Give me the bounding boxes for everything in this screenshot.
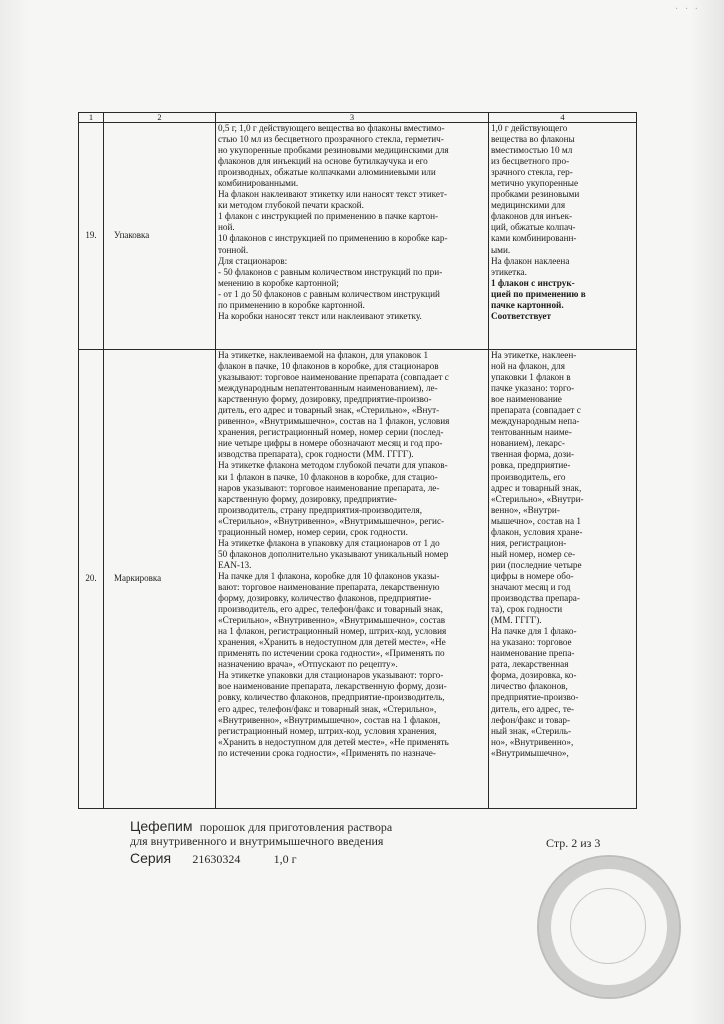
- result-paragraph: На флакон наклеена этикетка.: [491, 255, 570, 277]
- requirement-paragraph: 0,5 г, 1,0 г действующего вещества во флаконы вместимо- стью 10 мл из бесцветного прозрачного стекла, герметич- но укупоренные пробками резиновыми медицинскими для флаконов для инъекций на основе бутилкаучука и его производных, обжатые колпачками алюминиевыми или комбинированными.: [218, 123, 449, 189]
- row-requirement-cell: [216, 350, 489, 809]
- result-paragraph: 1 флакон с инструк- цией по применению в пачке картонной.: [491, 277, 586, 310]
- footer-series-number: 21630324: [192, 852, 241, 866]
- footer-product-name: Цефепим: [130, 818, 193, 834]
- corner-mark: · · ·: [675, 4, 700, 15]
- header-cell: 3: [216, 113, 489, 123]
- requirement-paragraph: На флакон наклеивают этикетку или наносят текст этикет- ки методом глубокой печати краской.: [218, 189, 448, 211]
- header-cell: 2: [104, 113, 216, 123]
- footer-dose: 1,0 г: [273, 852, 297, 866]
- row-parameter-name: Упаковка: [104, 123, 216, 350]
- requirement-paragraph: На коробки наносят текст или наклеивают этикетку.: [218, 310, 422, 321]
- requirement-paragraph: - 50 флаконов с равным количеством инструкций по при- менению в коробке картонной;: [218, 266, 443, 288]
- requirement-paragraph: - от 1 до 50 флаконов с равным количеством инструкций по применению в коробке картонной.: [218, 288, 440, 310]
- requirement-paragraph: На этикетке флакона методом глубокой печати для упаков- ки 1 флакон в пачке, 10 флаконов в коробке, для стацио- наров указывают: торговое наименование препарата, ле- карственную форму, дозировку, предприятие- производитель, страну предприятия-производителя, «Стерильно», «Внутривенно», «Внутримышечно», регис- трационный номер, номер серии, срок годности.: [218, 460, 448, 537]
- row-parameter-name: Маркировка: [104, 350, 216, 809]
- round-seal-inner-ring: [570, 888, 646, 964]
- row-result-cell: [489, 123, 637, 350]
- footer-form-line2: для внутривенного и внутримышечного введения: [130, 834, 384, 848]
- requirement-paragraph: На пачке для 1 флакона, коробке для 10 флаконов указы- вают: торговое наименование препарата, лекарственную форму, дозировку, количество флаконов, предприятие- производитель, его адрес, телефон/факс и товарный знак, «Стерильно», «Внутривенно», «Внутримышечно», состав на 1 флакон, регистрационный номер, штрих-код, условия хранения, «Хранить в недоступном для детей месте», «Не применять по истечении срока годности», «Применять по назначению врача», «Отпускают по рецепту».: [218, 570, 447, 670]
- footer-form-line1: порошок для приготовления раствора: [199, 820, 393, 834]
- table-row: [79, 350, 637, 809]
- requirement-paragraph: 10 флаконов с инструкцией по применению в коробке кар- тонной.: [218, 233, 448, 255]
- result-paragraph: 1,0 г действующего вещества во флаконы вместимостью 10 мл из бесцветного про- зрачного стекла, гер- метично укупоренные пробками резиновыми медицинскими для флаконов для инъек- ций, обжатые колпач- ками комбинированн- ыми.: [491, 123, 580, 255]
- requirement-paragraph: На этикетке, наклеиваемой на флакон, для упаковок 1 флакон в пачке, 10 флаконов в коробке, для стационаров указывают: торговое наименование препарата (совпадает с международным непатентованным наименованием), ле- карственную форму, дозировку, предприятие-произво- дитель, его адрес и товарный знак, «Стерильно», «Внут- ривенно», «Внутримышечно», состав на 1 флакон, условия хранения, регистрационный номер, номер серии (послед- ние четыре цифры в номере обозначают месяц и год про- изводства препарата), срок годности (ММ. ГГГГ).: [218, 350, 450, 460]
- footer-series-line: [130, 850, 297, 867]
- result-paragraph: На пачке для 1 флако- на указано: торговое наименование препа- рата, лекарственная форма, дозировка, ко- личество флаконов, предприятие-произво- дитель, его адрес, те- лефон/факс и товар- ный знак, «Стериль- но», «Внутривенно», «Внутримышечно»,: [491, 626, 579, 758]
- row-result-cell: [489, 350, 637, 809]
- footer-page-number: Стр. 2 из 3: [546, 836, 601, 850]
- table-row: [79, 123, 637, 350]
- requirement-paragraph: 1 флакон с инструкцией по применению в пачке картон- ной.: [218, 211, 439, 233]
- header-cell: 4: [489, 113, 637, 123]
- requirement-paragraph: На этикетке упаковки для стационаров указывают: торго- вое наименование препарата, лекарственную форму, дози- ровку, количество флаконов, предприятие-производитель, его адрес, телефон/факс и товарный знак, «Стерильно», «Внутривенно», «Внутримышечно», состав на 1 флакон, регистрационный номер, штрих-код, условия хранения, «Хранить в недоступном для детей месте», «Не применять по истечении срока годности», «Применять по назначе-: [218, 670, 449, 758]
- result-status: Соответствует: [491, 310, 552, 321]
- requirement-paragraph: Для стационаров:: [218, 255, 288, 266]
- header-cell: 1: [79, 113, 104, 123]
- requirement-paragraph: На этикетке флакона в упаковку для стационаров от 1 до 50 флаконов дополнительно указывают уникальный номер EAN-13.: [218, 537, 449, 570]
- footer-product-line: [130, 818, 392, 835]
- table-header-row: [79, 113, 637, 123]
- row-requirement-cell: [216, 123, 489, 350]
- row-number: 20.: [79, 350, 104, 809]
- row-number: 19.: [79, 123, 104, 350]
- result-paragraph: На этикетке, наклеен- ной на флакон, для упаковки 1 флакон в пачке указано: торго- вое наименование препарата (совпадает с международным непа- тентованным наиме- нованием), лекарс- твенная форма, дози- ровка, предприятие- производитель, его адрес и товарный знак, «Стерильно», «Внутри- венно», «Внутри- мышечно», состав на 1 флакон, условия хране- ния, регистрацион- ный номер, номер се- рии (последние четыре цифры в номере обо- значают месяц и год производства препара- та), срок годности (ММ. ГГГГ).: [491, 350, 584, 626]
- specification-table: [78, 112, 637, 809]
- footer-series-label: Серия: [130, 850, 172, 866]
